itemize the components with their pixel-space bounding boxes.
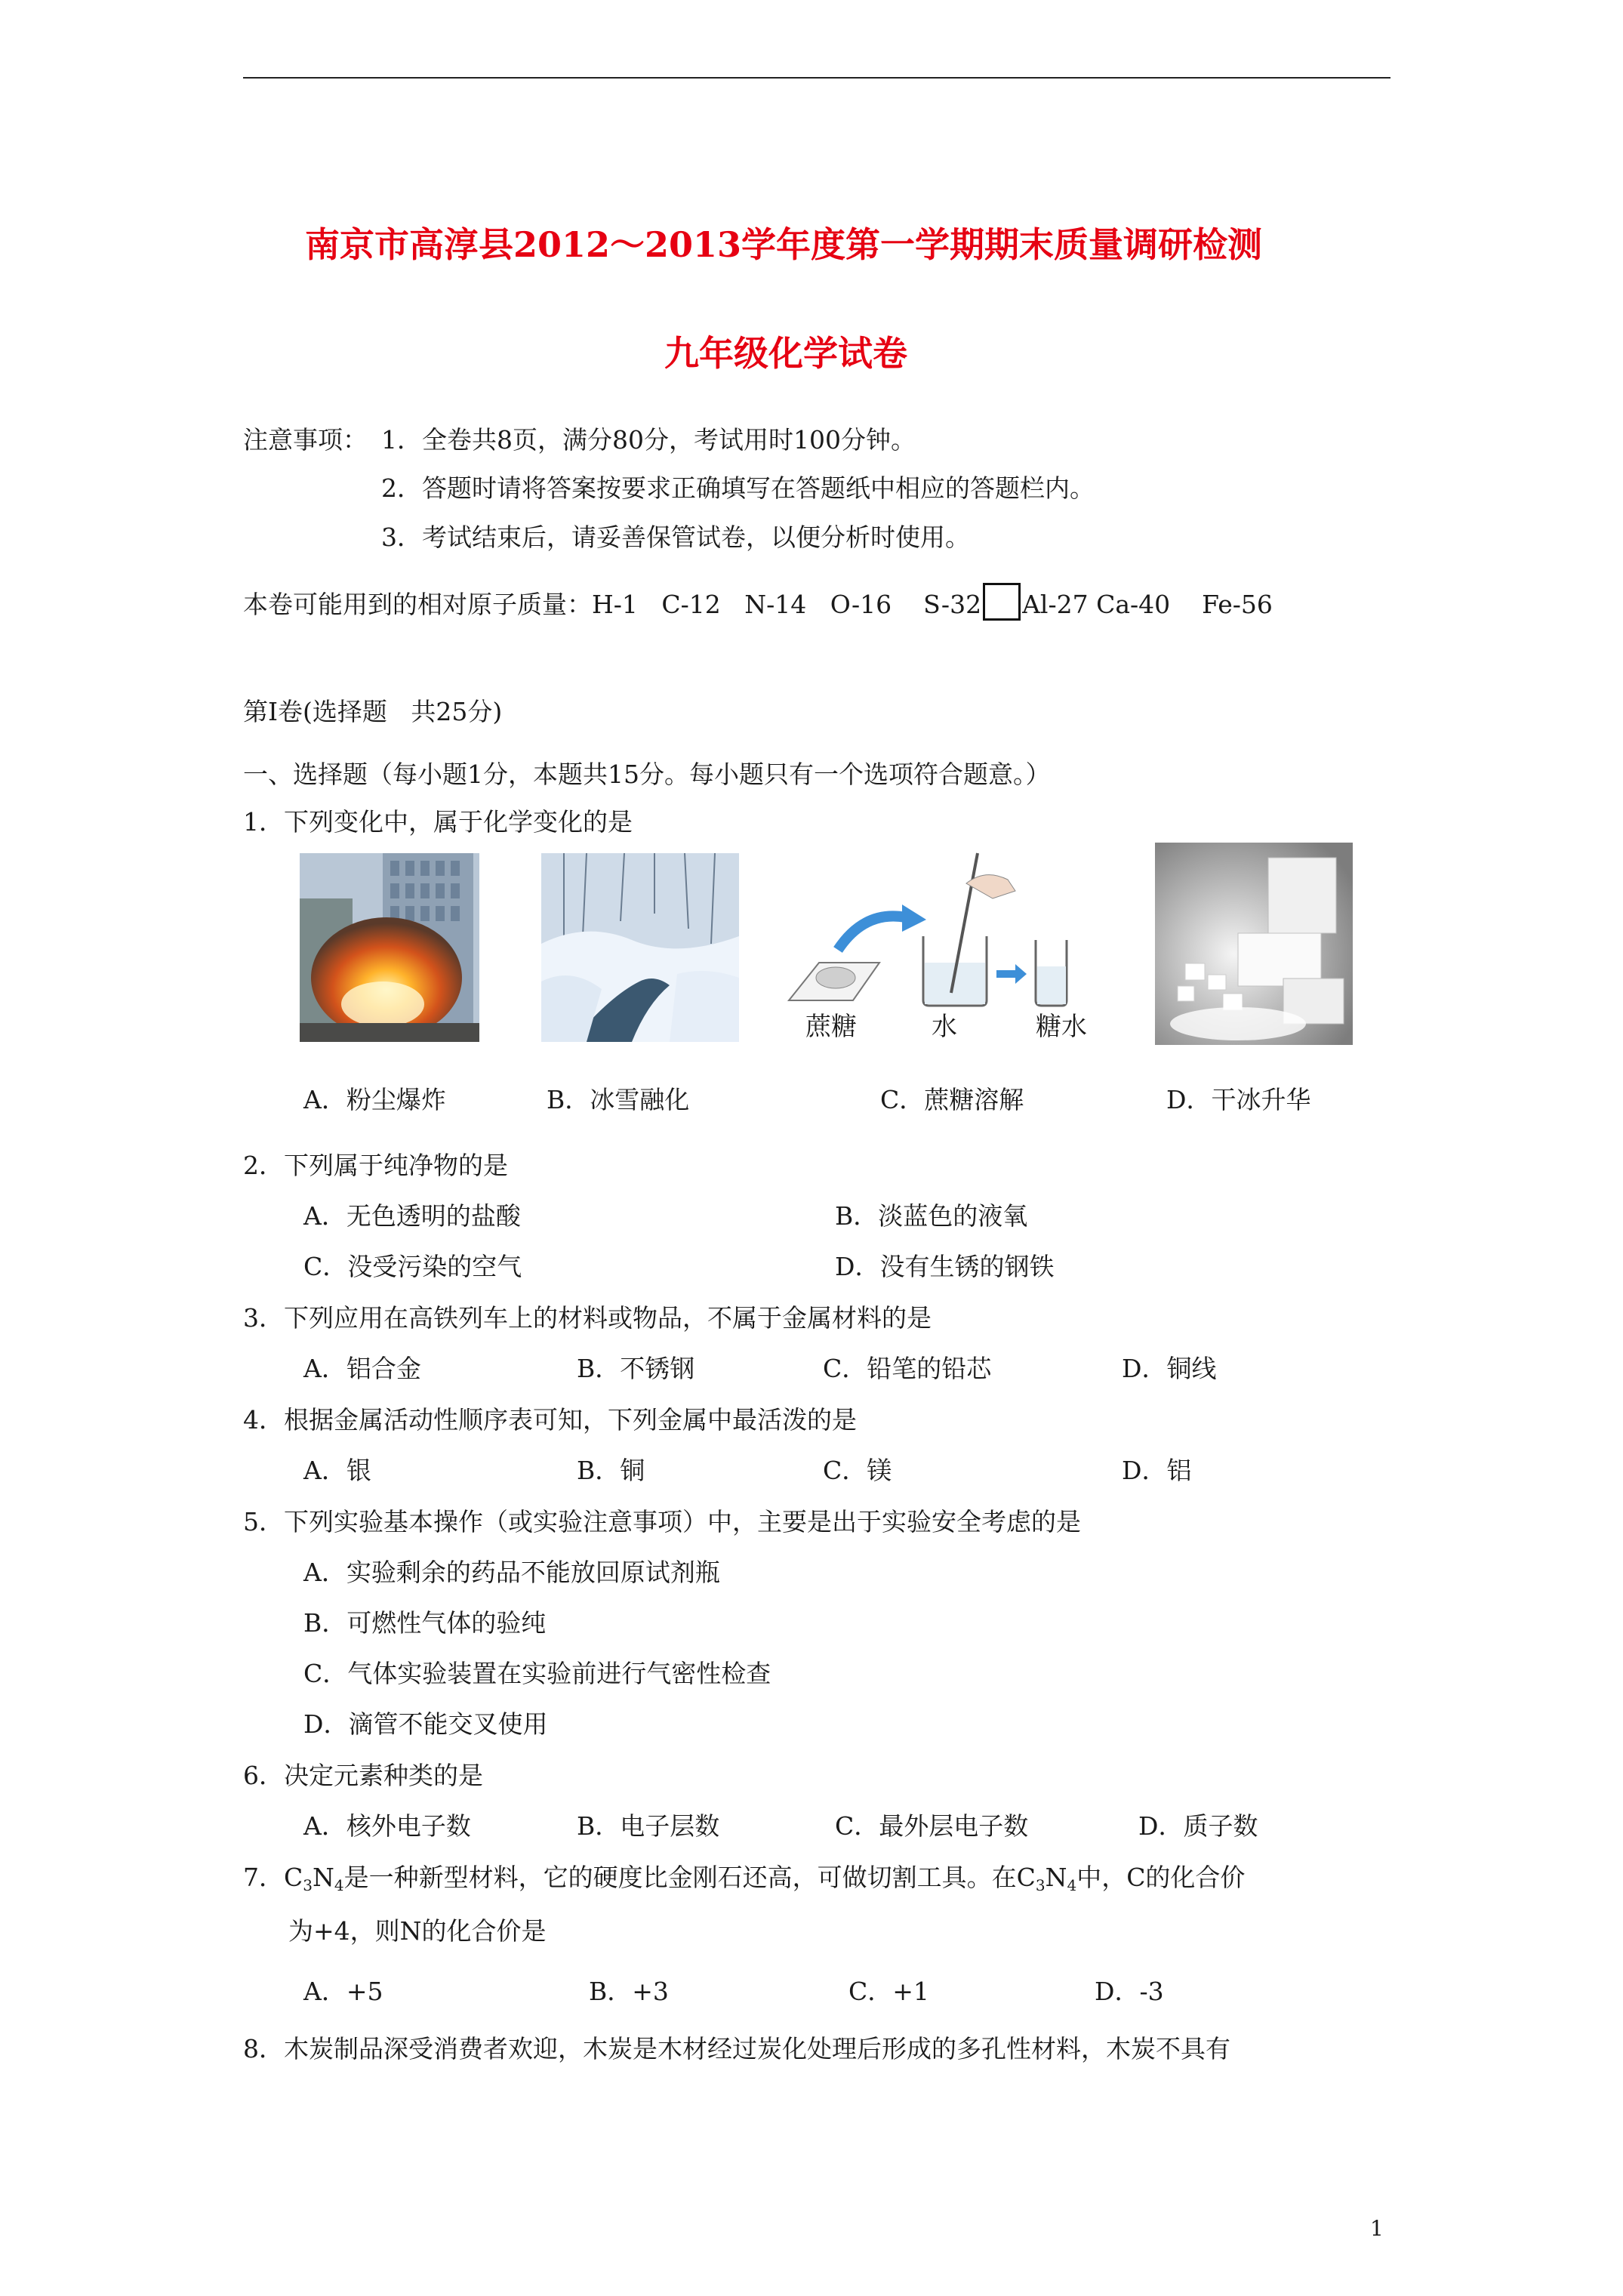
q2-option-c: C．没受污染的空气: [303, 1252, 522, 1281]
atomic-masses-list-1: H-1 C-12 N-14 O-16 S-32: [592, 590, 982, 619]
q4-option-a: A．银: [303, 1456, 371, 1485]
q7-sub-1: 3: [303, 1876, 313, 1894]
q7-option-c: C．+1: [848, 1977, 929, 2006]
q3-option-d: D．铜线: [1122, 1354, 1217, 1383]
q1-option-d: D．干冰升华: [1166, 1085, 1311, 1114]
q1-stem: 1．下列变化中，属于化学变化的是: [243, 807, 633, 837]
q6-option-b: B．电子层数: [577, 1811, 720, 1841]
q7-text-4: N: [1045, 1863, 1067, 1892]
note-3: 3．考试结束后，请妥善保管试卷，以便分析时使用。: [381, 522, 970, 552]
q2-option-b: B．淡蓝色的液氧: [835, 1201, 1028, 1231]
empty-box: [983, 583, 1021, 621]
q5-option-a: A．实验剩余的药品不能放回原试剂瓶: [303, 1558, 720, 1587]
top-rule: [243, 77, 1390, 79]
note-2: 2．答题时请将答案按要求正确填写在答题纸中相应的答题栏内。: [381, 473, 1095, 503]
exam-subtitle: 九年级化学试卷: [664, 333, 907, 374]
snow-image: [541, 853, 739, 1042]
label-water: 水: [932, 1012, 957, 1042]
q1-option-b: B．冰雪融化: [547, 1085, 690, 1114]
atomic-masses: [243, 583, 1273, 621]
q7-text-1: 7．C: [243, 1863, 303, 1892]
q3-stem: 3．下列应用在高铁列车上的材料或物品，不属于金属材料的是: [243, 1303, 932, 1333]
q7-stem: [243, 1858, 1245, 1894]
q4-option-c: C．镁: [823, 1456, 892, 1485]
q1-option-c: C．蔗糖溶解: [880, 1085, 1024, 1114]
exam-title: 南京市高淳县2012～2013学年度第一学期期末质量调研检测: [305, 224, 1263, 265]
atomic-masses-list-2: Al-27 Ca-40 Fe-56: [1022, 590, 1273, 619]
atomic-masses-label: 本卷可能用到的相对原子质量：: [243, 590, 592, 619]
q7-option-a: A．+5: [303, 1977, 383, 2006]
q4-stem: 4．根据金属活动性顺序表可知，下列金属中最活泼的是: [243, 1405, 857, 1435]
q7-text-5: 中，C的化合价: [1076, 1863, 1246, 1892]
part-title: 一、选择题（每小题1分，本题共15分。每小题只有一个选项符合题意。）: [243, 760, 1051, 789]
q4-option-b: B．铜: [577, 1456, 645, 1485]
q2-stem: 2．下列属于纯净物的是: [243, 1151, 508, 1180]
q5-stem: 5．下列实验基本操作（或实验注意事项）中，主要是出于实验安全考虑的是: [243, 1507, 1081, 1536]
q2-option-a: A．无色透明的盐酸: [303, 1201, 521, 1231]
q5-option-d: D．滴管不能交叉使用: [303, 1709, 548, 1739]
q3-option-c: C．铅笔的铅芯: [823, 1354, 992, 1383]
section-heading: 第Ⅰ卷(选择题 共25分): [243, 697, 503, 726]
q5-option-c: C．气体实验装置在实验前进行气密性检查: [303, 1659, 771, 1688]
q7-stem-line2: 为+4，则N的化合价是: [288, 1916, 547, 1946]
page-number: 1: [1370, 2216, 1384, 2241]
q7-sub-2: 4: [334, 1876, 344, 1894]
note-1: 1．全卷共8页，满分80分，考试用时100分钟。: [381, 425, 916, 455]
q8-stem: 8．木炭制品深受消费者欢迎，木炭是木材经过炭化处理后形成的多孔性材料，木炭不具有: [243, 2034, 1230, 2063]
q6-option-c: C．最外层电子数: [835, 1811, 1029, 1841]
q7-option-b: B．+3: [589, 1977, 669, 2006]
q7-sub-4: 4: [1067, 1876, 1077, 1894]
q7-sub-3: 3: [1035, 1876, 1046, 1894]
q3-option-b: B．不锈钢: [577, 1354, 695, 1383]
q7-option-d: D．-3: [1095, 1977, 1164, 2006]
q1-option-a: A．粉尘爆炸: [303, 1085, 446, 1114]
q6-option-a: A．核外电子数: [303, 1811, 471, 1841]
q4-option-d: D．铝: [1122, 1456, 1192, 1485]
notes-label: 注意事项：: [243, 425, 368, 455]
label-sugar-water: 糖水: [1036, 1012, 1087, 1042]
q3-option-a: A．铝合金: [303, 1354, 421, 1383]
q7-text-3: 是一种新型材料，它的硬度比金刚石还高，可做切割工具。在C: [343, 1863, 1036, 1892]
explosion-image: [300, 853, 479, 1042]
q6-option-d: D．质子数: [1138, 1811, 1258, 1841]
q5-option-b: B．可燃性气体的验纯: [303, 1608, 547, 1638]
dry-ice-image: [1155, 843, 1353, 1045]
q2-option-d: D．没有生锈的钢铁: [835, 1252, 1055, 1281]
q7-text-2: N: [312, 1863, 334, 1892]
label-sugar: 蔗糖: [805, 1012, 857, 1042]
q6-stem: 6．决定元素种类的是: [243, 1761, 483, 1790]
